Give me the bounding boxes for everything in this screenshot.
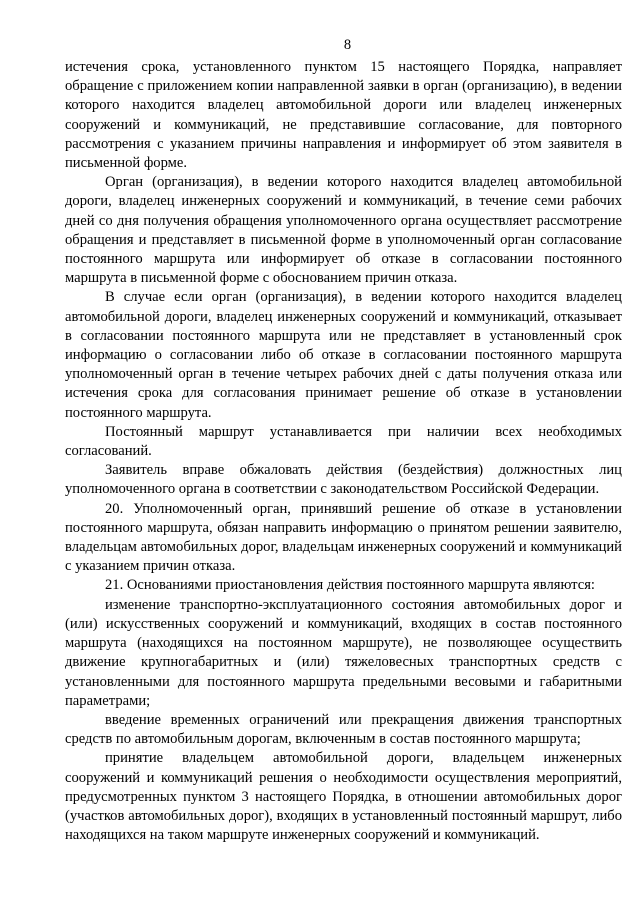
paragraph: введение временных ограничений или прекращения движения транспортных средств по автомобильным дорогам, включенным в состав постоянного маршрута; bbox=[65, 711, 622, 748]
paragraph: В случае если орган (организация), в ведении которого находится владелец автомобильной дороги, владелец инженерных сооружений и коммуникаций, отказывает в согласовании постоянного маршрута или не представляет в установленный срок информацию о согласовании либо об отказе в согласовании постоянного маршрута уполномоченный орган в течение четырех рабочих дней с даты получения отказа или истечения срока для согласования принимает решение об отказе в установлении постоянного маршрута. bbox=[65, 289, 622, 421]
paragraph: Орган (организация), в ведении которого находится владелец автомобильной дороги, владелец инженерных сооружений и коммуникаций, в течение семи рабочих дней со дня получения обращения уполномоченного органа осуществляет рассмотрение обращения и представляет в письменной форме в уполномоченный орган согласование постоянного маршрута или информирует об отказе в согласовании постоянного маршрута в письменной форме с обоснованием причин отказа. bbox=[65, 174, 622, 287]
paragraph: принятие владельцем автомобильной дороги, владельцем инженерных сооружений и коммуникаций решения о необходимости осуществления мероприятий, предусмотренных пунктом 3 настоящего Порядка, в отношении автомобильных дорог (участков автомобильных дорог), входящих в установленный постоянный маршрут, либо находящихся на таком маршруте инженерных сооружений и коммуникаций. bbox=[65, 750, 622, 844]
paragraph: изменение транспортно-эксплуатационного состояния автомобильных дорог и (или) искусственных сооружений и коммуникаций, входящих в состав постоянного маршрута (находящихся на постоянном маршруте), не позволяющее осуществить движение крупногабаритных и (или) тяжеловесных транспортных средств с установленными для постоянного маршрута предельными весовыми и габаритными параметрами; bbox=[65, 596, 622, 709]
paragraph: истечения срока, установленного пунктом 15 настоящего Порядка, направляет обращение с приложением копии направленной заявки в орган (организацию), в ведении которого находится владелец автомобильной дороги или владелец инженерных сооружений и коммуникаций, не представившие согласование, для повторного рассмотрения с указанием причины направления и информирует об этом заявителя в письменной форме. bbox=[65, 59, 622, 172]
paragraph: Заявитель вправе обжаловать действия (бездействия) должностных лиц уполномоченного органа в соответствии с законодательством Российской Федерации. bbox=[65, 462, 622, 498]
paragraph: 21. Основаниями приостановления действия постоянного маршрута являются: bbox=[105, 577, 595, 594]
paragraph: Постоянный маршрут устанавливается при наличии всех необходимых согласований. bbox=[65, 423, 622, 460]
paragraph: 20. Уполномоченный орган, принявший решение об отказе в установлении постоянного маршрута, обязан направить информацию о принятом решении заявителю, владельцам автомобильных дорог, владельцам инженерных сооружений и коммуникаций с указанием причин отказа. bbox=[65, 500, 622, 575]
page-number: 8 bbox=[343, 37, 352, 53]
document-body bbox=[65, 58, 622, 845]
